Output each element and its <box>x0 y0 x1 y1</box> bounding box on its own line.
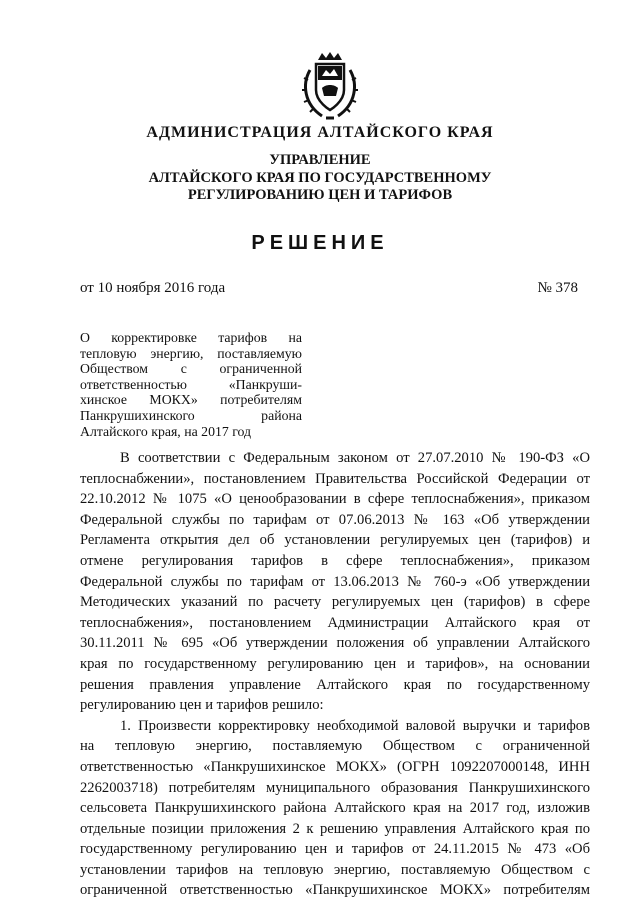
body-line: 30.11.2011 № 695 «Об утверждении положения об управлении Алтайского <box>80 635 590 652</box>
body-line: ответственностью «Панкрушихинское МОКХ» (ОГРН 1092207000148, ИНН <box>80 758 590 775</box>
subject-line: тепловую энергию, поставляемую <box>80 345 302 361</box>
body-line: Методических указаний по расчету регулируемых цен (тарифов) в сфере <box>80 594 590 611</box>
subject-line: Панкрушихинского района <box>80 407 302 423</box>
body-line: теплоснабжения», постановлением Администрации Алтайского края от <box>80 614 590 631</box>
body-line: Федеральной службы по тарифам от 13.06.2013 № 760-э «Об утверждении <box>80 573 590 590</box>
coat-of-arms-icon <box>296 50 364 122</box>
department-name <box>0 152 640 205</box>
body-line: В соответствии с Федеральным законом от 27.07.2010 № 190-ФЗ «О <box>120 450 590 466</box>
decision-subject <box>80 330 302 439</box>
body-line: края по государственному регулированию цен и тарифов», на основании <box>80 655 590 672</box>
body-line: решения правления управление Алтайского края по государственному <box>80 676 590 693</box>
decision-number: № 378 <box>537 280 578 296</box>
decision-body <box>80 448 590 901</box>
body-line: теплоснабжении», постановлением Правительства Российской Федерации от <box>80 470 590 487</box>
subject-line: Обществом с ограниченной <box>80 361 302 377</box>
body-line: 1. Произвести корректировку необходимой валовой выручки и тарифов <box>120 717 590 734</box>
department-line: УПРАВЛЕНИЕ <box>269 152 371 168</box>
body-line: Федеральной службы по тарифам от 07.06.2013 № 163 «Об утверждении <box>80 511 590 528</box>
body-line: сельсовета Панкрушихинского района Алтайского края на 2017 год, изложив <box>80 800 590 817</box>
department-line: АЛТАЙСКОГО КРАЯ ПО ГОСУДАРСТВЕННОМУ <box>148 169 492 186</box>
body-line: отдельные позиции приложения 2 к решению управления Алтайского края по <box>80 820 590 837</box>
decision-date: от 10 ноября 2016 года <box>80 280 226 296</box>
body-line: Регламента открытия дел об установлении регулируемых цен (тарифов) и <box>80 532 590 549</box>
body-line: ограниченной ответственностью «Панкрушихинское МОКХ» потребителям <box>80 882 590 899</box>
body-line: отмене регулирования тарифов в сфере теплоснабжения», приказом <box>80 552 590 569</box>
body-line: государственному регулированию цен и тарифов от 24.11.2015 № 473 «Об <box>80 841 590 858</box>
subject-line: ответственностью «Панкруши- <box>80 376 302 392</box>
subject-line: хинское МОКХ» потребителям <box>80 392 302 408</box>
organization-name: АДМИНИСТРАЦИЯ АЛТАЙСКОГО КРАЯ <box>146 124 494 141</box>
subject-line: Алтайского края, на 2017 год <box>80 423 252 439</box>
subject-line: О корректировке тарифов на <box>80 330 302 345</box>
department-line: РЕГУЛИРОВАНИЮ ЦЕН И ТАРИФОВ <box>187 187 453 203</box>
body-line: на тепловую энергию, поставляемую Обществом с ограниченной <box>80 738 590 755</box>
document-type-title: РЕШЕНИЕ <box>251 232 389 254</box>
body-line: 22.10.2012 № 1075 «О ценообразовании в сфере теплоснабжения», приказом <box>80 491 590 508</box>
body-line: регулированию цен и тарифов решило: <box>80 697 324 714</box>
body-line: 2262003718) потребителям муниципального образования Панкрушихинского <box>80 779 590 796</box>
body-line: установлении тарифов на тепловую энергию, поставляемую Обществом с <box>80 861 590 878</box>
